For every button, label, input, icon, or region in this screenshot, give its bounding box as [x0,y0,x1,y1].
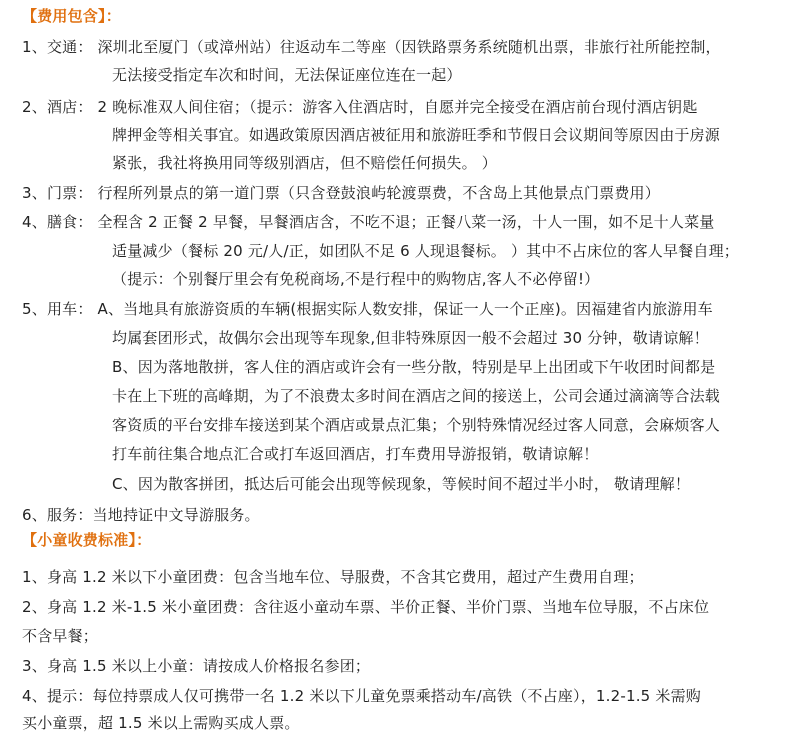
transport-line-1: 1、交通： 深圳北至厦门（或漳州站）往返动车二等座（因铁路票务系统随机出票，非旅行社所能控制， [22,38,721,56]
service-item: 6、服务：当地持证中文导游服务。 [22,506,260,524]
tickets-line-1: 3、门票： 行程所列景点的第一道门票（只含登鼓浪屿轮渡票费，不含岛上其他景点门票费用） [22,184,660,202]
vehicle-line-7: C、因为散客拼团，抵达后可能会出现等候现象，等候时间不超过半小时， 敬请理解！ [112,475,691,493]
child-fee-item-2: 2、身高 1.2 米-1.5 米小童团费：含往返小童动车票、半价正餐、半价门票、当地车位导服，不占床位 [22,598,710,616]
child-fee-item-2-cont: 不含早餐； [22,627,99,645]
child-fee-item-4: 4、提示：每位持票成人仅可携带一名 1.2 米以下儿童免票乘搭动车/高铁（不占座），1.2-1.5 米需购 [22,687,701,705]
meals-line-3: （提示：个别餐厅里会有免税商场,不是行程中的购物店,客人不必停留!） [112,270,600,288]
vehicle-line-2: 均属套团形式，故偶尔会出现等车现象,但非特殊原因一般不会超过 30 分钟，敬请谅解！ [112,329,709,347]
vehicle-line-6: 打车前往集合地点汇合或打车返回酒店，打车费用导游报销，敬请谅解！ [112,445,599,463]
vehicle-line-1: 5、用车： A、当地具有旅游资质的车辆(根据实际人数安排，保证一人一个正座)。因福建省内旅游用车 [22,300,713,318]
vehicle-line-3: B、因为落地散拼，客人住的酒店或许会有一些分散，特别是早上出团或下午收团时间都是 [112,358,716,376]
transport-line-2: 无法接受指定车次和时间，无法保证座位连在一起） [112,66,462,84]
fee-included-heading: 【费用包含】： [22,7,121,25]
child-fee-heading: 【小童收费标准】： [22,531,152,549]
meals-line-2: 适量减少（餐标 20 元/人/正，如团队不足 6 人现退餐标。 ）其中不占床位的客人早餐自理； [112,242,739,260]
child-fee-item-1: 1、身高 1.2 米以下小童团费：包含当地车位、导服费，不含其它费用，超过产生费用自理； [22,568,644,586]
child-fee-item-4-cont: 买小童票，超 1.5 米以上需购买成人票。 [22,714,300,732]
hotel-line-2: 牌押金等相关事宜。如遇政策原因酒店被征用和旅游旺季和节假日会议期间等原因由于房源 [112,126,721,144]
vehicle-line-4: 卡在上下班的高峰期，为了不浪费太多时间在酒店之间的接送上，公司会通过滴滴等合法载 [112,387,721,405]
meals-line-1: 4、膳食： 全程含 2 正餐 2 早餐，早餐酒店含，不吃不退；正餐八菜一汤，十人一围，如不足十人菜量 [22,213,715,231]
hotel-line-1: 2、酒店： 2 晚标准双人间住宿；（提示：游客入住酒店时，自愿并完全接受在酒店前台现付酒店钥匙 [22,98,698,116]
child-fee-item-3: 3、身高 1.5 米以上小童：请按成人价格报名参团； [22,657,371,675]
hotel-line-3: 紧张，我社将换用同等级别酒店，但不赔偿任何损失。 ） [112,154,497,172]
vehicle-line-5: 客资质的平台安排车接送到某个酒店或景点汇集；个别特殊情况经过客人同意，会麻烦客人 [112,416,721,434]
